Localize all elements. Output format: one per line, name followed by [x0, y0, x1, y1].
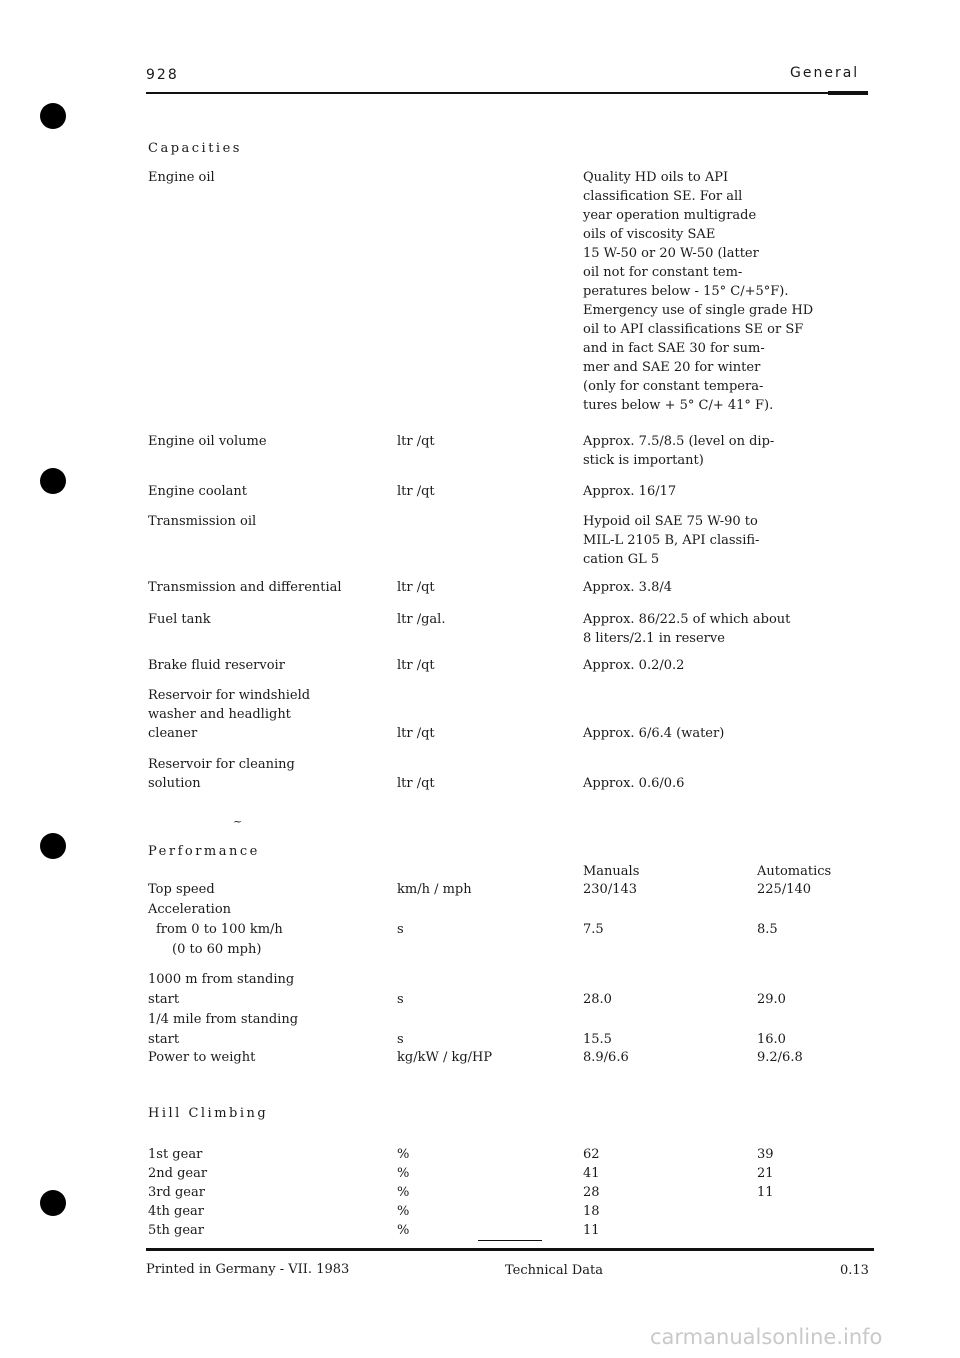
- header-rule: [146, 92, 868, 94]
- hill-manual-value: 41: [583, 1166, 600, 1181]
- capacity-value: Approx. 6/6.4 (water): [583, 726, 725, 741]
- capacity-unit: ltr /qt: [397, 580, 435, 595]
- hill-unit: %: [397, 1223, 410, 1238]
- performance-manual-value: 230/143: [583, 882, 638, 897]
- engine-oil-spec-line: classification SE. For all: [583, 189, 743, 204]
- engine-oil-spec-line: (only for constant tempera-: [583, 379, 764, 394]
- engine-oil-label: Engine oil: [148, 170, 215, 185]
- watermark-text: carmanualsonline.info: [650, 1325, 883, 1349]
- performance-auto-value: 29.0: [757, 992, 786, 1007]
- hill-manual-value: 62: [583, 1147, 600, 1162]
- hill-auto-value: 11: [757, 1185, 774, 1200]
- hill-auto-value: 21: [757, 1166, 774, 1181]
- capacity-value: Approx. 0.2/0.2: [583, 658, 685, 673]
- binder-hole: [40, 468, 66, 494]
- hill-unit: %: [397, 1166, 410, 1181]
- capacity-value: stick is important): [583, 453, 704, 468]
- capacity-unit: ltr /qt: [397, 776, 435, 791]
- capacity-label: Reservoir for windshield: [148, 688, 311, 703]
- capacity-value: Approx. 7.5/8.5 (level on dip-: [583, 434, 775, 449]
- hill-manual-value: 28: [583, 1185, 600, 1200]
- performance-label: Top speed: [148, 882, 215, 897]
- engine-oil-spec-line: year operation multigrade: [583, 208, 757, 223]
- performance-unit: s: [397, 1032, 404, 1047]
- performance-auto-value: 8.5: [757, 922, 778, 937]
- capacities-title: Capacities: [148, 141, 242, 156]
- capacity-label: solution: [148, 776, 201, 791]
- capacity-unit: ltr /gal.: [397, 612, 446, 627]
- performance-label: 1/4 mile from standing: [148, 1012, 299, 1027]
- col-manual-header: Manuals: [583, 864, 640, 879]
- footer-section: Technical Data: [505, 1263, 604, 1278]
- capacity-label: cleaner: [148, 726, 198, 741]
- engine-oil-spec-line: oils of viscosity SAE: [583, 227, 716, 242]
- engine-oil-spec-line: oil not for constant tem-: [583, 265, 743, 280]
- performance-manual-value: 8.9/6.6: [583, 1050, 629, 1065]
- engine-oil-spec-line: tures below + 5° C/+ 41° F).: [583, 398, 774, 413]
- performance-label: Power to weight: [148, 1050, 256, 1065]
- binder-hole: [40, 833, 66, 859]
- header-model: 928: [146, 67, 179, 83]
- hill-gear-label: 3rd gear: [148, 1185, 205, 1200]
- performance-label: 1000 m from standing: [148, 972, 295, 987]
- hill-gear-label: 5th gear: [148, 1223, 204, 1238]
- capacity-value: Approx. 86/22.5 of which about: [583, 612, 791, 627]
- performance-label: start: [148, 1032, 180, 1047]
- performance-unit: km/h / mph: [397, 882, 472, 897]
- performance-label: Acceleration: [148, 902, 232, 917]
- capacity-value: Approx. 3.8/4: [583, 580, 672, 595]
- header-section: General: [790, 65, 860, 81]
- engine-oil-spec-line: Quality HD oils to API: [583, 170, 729, 185]
- capacity-value: MIL-L 2105 B, API classifi-: [583, 533, 760, 548]
- footer-printed: Printed in Germany - VII. 1983: [146, 1262, 350, 1277]
- engine-oil-spec-line: peratures below - 15° C/+5°F).: [583, 284, 789, 299]
- capacity-label: Engine oil volume: [148, 434, 267, 449]
- capacity-label: Fuel tank: [148, 612, 211, 627]
- performance-label: (0 to 60 mph): [172, 942, 262, 957]
- performance-unit: s: [397, 992, 404, 1007]
- capacity-label: Brake fluid reservoir: [148, 658, 285, 673]
- engine-oil-spec-line: 15 W-50 or 20 W-50 (latter: [583, 246, 759, 261]
- performance-auto-value: 225/140: [757, 882, 812, 897]
- capacity-label: Reservoir for cleaning: [148, 757, 295, 772]
- performance-unit: kg/kW / kg/HP: [397, 1050, 493, 1065]
- hill-manual-value: 18: [583, 1204, 600, 1219]
- capacity-label: washer and headlight: [148, 707, 291, 722]
- capacity-unit: ltr /qt: [397, 484, 435, 499]
- hill-unit: %: [397, 1204, 410, 1219]
- performance-label: from 0 to 100 km/h: [156, 922, 283, 937]
- performance-auto-value: 16.0: [757, 1032, 786, 1047]
- footer-page-number: 0.13: [840, 1263, 869, 1278]
- capacity-value: cation GL 5: [583, 552, 660, 567]
- engine-oil-spec-line: and in fact SAE 30 for sum-: [583, 341, 765, 356]
- capacity-value: Approx. 0.6/0.6: [583, 776, 685, 791]
- capacity-value: Hypoid oil SAE 75 W-90 to: [583, 514, 758, 529]
- performance-title: Performance: [148, 844, 260, 859]
- hill-gear-label: 2nd gear: [148, 1166, 208, 1181]
- hill-unit: %: [397, 1147, 410, 1162]
- col-auto-header: Automatics: [757, 864, 832, 879]
- capacity-value: Approx. 16/17: [583, 484, 677, 499]
- hill-unit: %: [397, 1185, 410, 1200]
- capacity-unit: ltr /qt: [397, 726, 435, 741]
- performance-label: start: [148, 992, 180, 1007]
- footer-rule: [146, 1248, 874, 1251]
- capacity-label: Transmission oil: [148, 514, 257, 529]
- table-end-rule: [478, 1240, 542, 1241]
- performance-manual-value: 15.5: [583, 1032, 612, 1047]
- capacity-label: Engine coolant: [148, 484, 247, 499]
- header-rule-accent: [828, 91, 868, 95]
- hill-gear-label: 1st gear: [148, 1147, 203, 1162]
- hill-manual-value: 11: [583, 1223, 600, 1238]
- engine-oil-spec-line: Emergency use of single grade HD: [583, 303, 814, 318]
- performance-manual-value: 7.5: [583, 922, 604, 937]
- hill-auto-value: 39: [757, 1147, 774, 1162]
- engine-oil-spec-line: mer and SAE 20 for winter: [583, 360, 761, 375]
- capacity-value: 8 liters/2.1 in reserve: [583, 631, 725, 646]
- hill-climbing-title: Hill Climbing: [148, 1106, 269, 1121]
- performance-unit: s: [397, 922, 404, 937]
- stray-mark: ~: [233, 815, 243, 828]
- hill-gear-label: 4th gear: [148, 1204, 204, 1219]
- engine-oil-spec-line: oil to API classifications SE or SF: [583, 322, 804, 337]
- engine-oil-spec: [583, 168, 813, 415]
- performance-manual-value: 28.0: [583, 992, 612, 1007]
- binder-hole: [40, 1190, 66, 1216]
- capacity-unit: ltr /qt: [397, 434, 435, 449]
- performance-auto-value: 9.2/6.8: [757, 1050, 803, 1065]
- capacity-label: Transmission and differential: [148, 580, 342, 595]
- binder-hole: [40, 103, 66, 129]
- capacity-unit: ltr /qt: [397, 658, 435, 673]
